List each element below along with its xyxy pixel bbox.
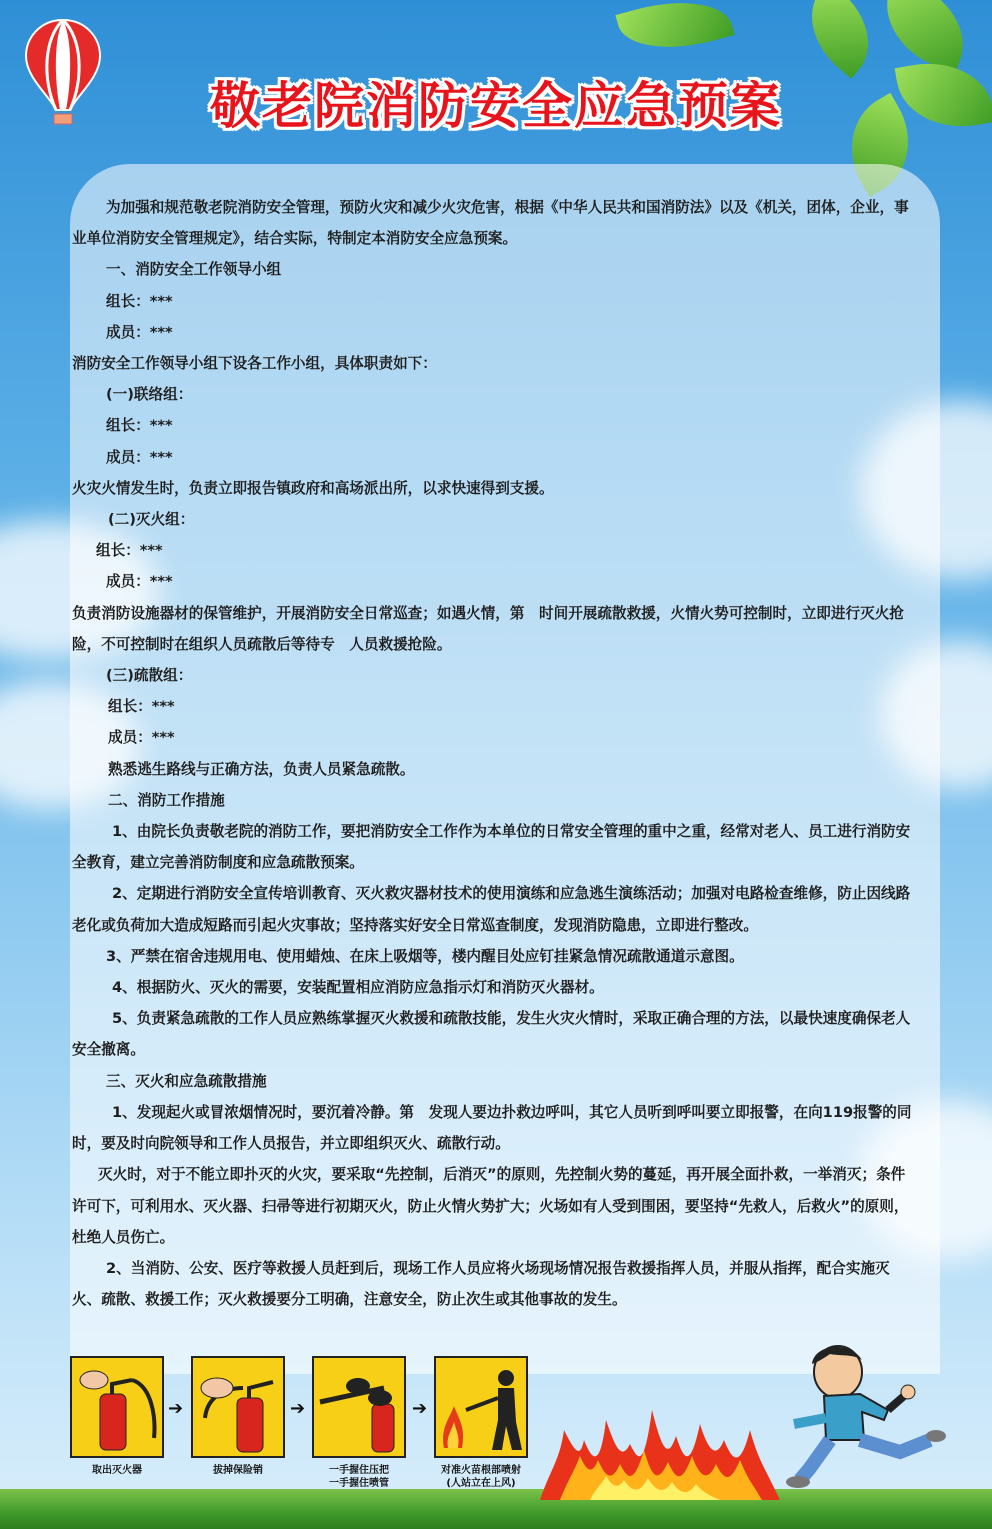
- step-label: 拔掉保险销: [213, 1465, 263, 1476]
- step-panel: [434, 1356, 528, 1458]
- paragraph: 灭火时，对于不能立即扑灭的火灾，要采取“先控制，后消灭”的原则，先控制火势的蔓延，再开展全面扑救，一举消灭；条件许可下，可利用水、灭火器、扫帚等进行初期灭火，防止火情火势扩大；火场如有人受到围困，要坚持“先救人，后救火”的原则，杜绝人员伤亡。: [72, 1166, 909, 1246]
- page-title: 敬老院消防安全应急预案: [210, 77, 782, 135]
- paragraph: 5、负责紧急疏散的工作人员应熟练掌握灭火救援和疏散技能，发生火灾火情时，采取正确合理的方法，以最快速度确保老人安全撤离。: [72, 1010, 911, 1059]
- step-panel: [191, 1356, 285, 1458]
- section-heading: 二、消防工作措施: [108, 791, 225, 809]
- paragraph: 4、根据防火、灭火的需要，安装配置相应消防应急指示灯和消防灭火器材。: [112, 979, 604, 997]
- document-body: [72, 192, 914, 1315]
- paragraph-intro: 为加强和规范敬老院消防安全管理，预防火灾和减少火灾危害，根据《中华人民共和国消防法》以及《机关，团体，企业，事业单位消防安全管理规定》，结合实际，特制定本消防安全应急预案。: [72, 199, 909, 248]
- member-line: 成员：***: [108, 729, 175, 747]
- paragraph: 1、由院长负责敬老院的消防工作，要把消防安全工作作为本单位的日常安全管理的重中之重，经常对老人、员工进行消防安全教育，建立完善消防制度和应急疏散预案。: [72, 823, 911, 872]
- leader-line: 组长：***: [106, 292, 173, 310]
- leader-line: 组长：***: [108, 698, 175, 716]
- arrow-right-icon: ➔: [290, 1398, 306, 1419]
- paragraph: 2、当消防、公安、医疗等救援人员赶到后，现场工作人员应将火场现场情况报告救援指挥人员，并服从指挥，配合实施灭火、疏散、救援工作；灭火救援要分工明确，注意安全，防止次生或其他事故的发生。: [72, 1259, 890, 1309]
- step-label: 对准火苗根部喷射 (人站立在上风): [441, 1465, 521, 1489]
- paragraph: 1、发现起火或冒浓烟情况时，要沉着冷静。第 发现人要边扑救边呼叫，其它人员听到呼叫要立即报警，在向119报警的同时，要及时向院领导和工作人员报告，并立即组织灭火、疏散行动。: [72, 1103, 912, 1153]
- fire-extinguisher-icon: [314, 1358, 404, 1456]
- paragraph: 3、严禁在宿舍违规用电、使用蜡烛、在床上吸烟等，楼内醒目处应钉挂紧急情况疏散通道示意图。: [106, 947, 744, 965]
- fire-extinguisher-icon: [193, 1358, 283, 1456]
- step-label: 取出灭火器: [92, 1465, 142, 1476]
- group-heading: (三)疏散组：: [106, 667, 193, 685]
- leader-line: 组长：***: [96, 542, 163, 560]
- arrow-right-icon: ➔: [168, 1398, 184, 1419]
- section-heading: 三、灭火和应急疏散措施: [106, 1072, 267, 1090]
- leader-line: 组长：***: [106, 417, 173, 435]
- step-panel: [312, 1356, 406, 1458]
- flames-icon: [540, 1400, 780, 1500]
- member-line: 成员：***: [106, 573, 173, 591]
- member-line: 成员：***: [106, 323, 173, 341]
- paragraph: 熟悉逃生路线与正确方法，负责人员紧急疏散。: [108, 760, 415, 778]
- paragraph: 消防安全工作领导小组下设各工作小组，具体职责如下：: [72, 355, 437, 373]
- paragraph: 火灾火情发生时，负责立即报告镇政府和高场派出所，以求快速得到支援。: [72, 479, 554, 497]
- arrow-right-icon: ➔: [412, 1398, 428, 1419]
- group-heading: (一)联络组：: [106, 386, 193, 404]
- paragraph: 负责消防设施器材的保管维护，开展消防安全日常巡查；如遇火情，第 时间开展疏散救援，火情火势可控制时，立即进行灭火抢险，不可控制时在组织人员疏散后等待专 人员救援抢险。: [72, 604, 904, 653]
- firefighter-spraying-icon: [436, 1358, 526, 1456]
- step-panel: [70, 1356, 164, 1458]
- member-line: 成员：***: [106, 448, 173, 466]
- extinguisher-steps: [70, 1356, 540, 1496]
- fire-extinguisher-icon: [72, 1358, 162, 1456]
- section-heading: 一、消防安全工作领导小组: [106, 261, 282, 279]
- group-heading: (二)灭火组：: [108, 511, 195, 529]
- running-man-icon: [780, 1340, 950, 1490]
- paragraph: 2、定期进行消防安全宣传培训教育、灭火救灾器材技术的使用演练和应急逃生演练活动；加强对电路检查维修，防止因线路老化或负荷加大造成短路而引起火灾事故；坚持落实好安全日常巡查制度，发现消防隐患，立即进行整改。: [72, 885, 911, 934]
- step-label: 一手握住压把 一手握住喷管: [329, 1465, 389, 1489]
